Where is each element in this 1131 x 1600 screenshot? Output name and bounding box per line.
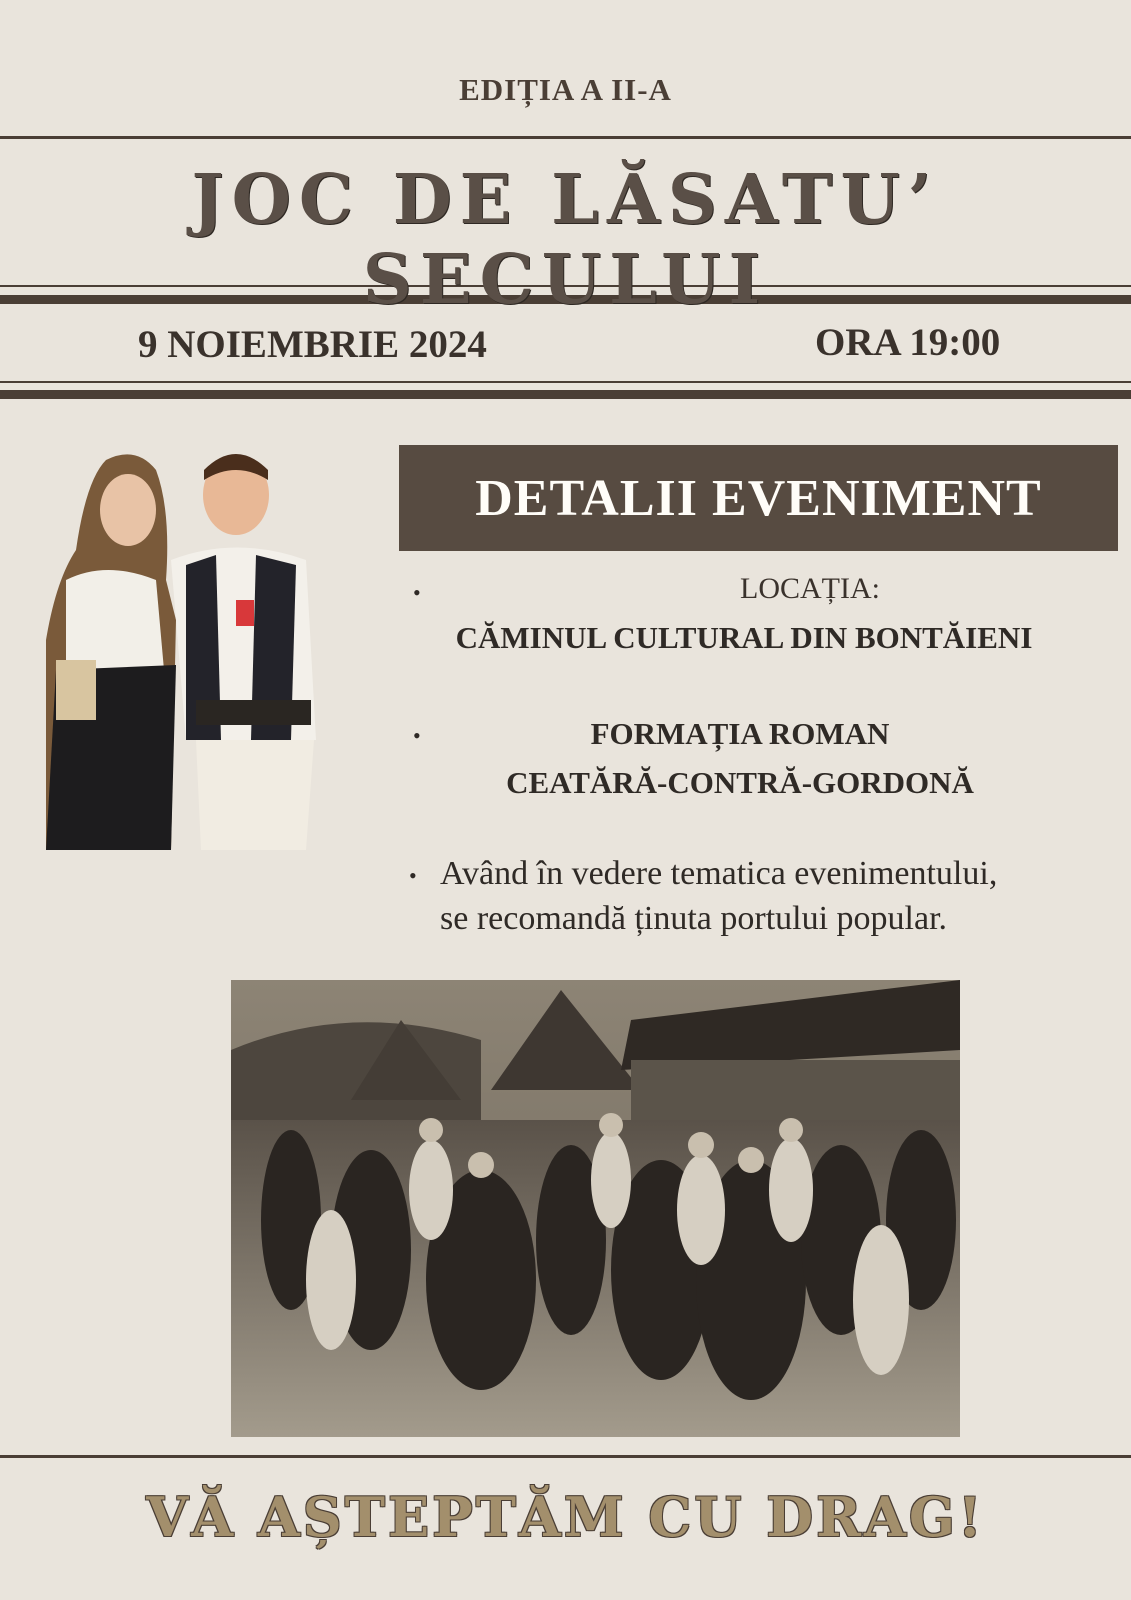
bullet-icon: •	[413, 580, 421, 605]
details-heading: DETALII EVENIMENT	[399, 445, 1118, 551]
bullet-icon: •	[409, 863, 417, 888]
dance-photo	[231, 980, 960, 1437]
dress-note-line2: se recomandă ținuta portului popular.	[440, 900, 948, 937]
band-instruments: CEATĂRĂ-CONTRĂ-GORDONĂ	[506, 765, 974, 800]
page-title: JOC DE LĂSATU’ SECULUI	[191, 160, 940, 320]
footer-message: VĂ AȘTEPTĂM CU DRAG!	[146, 1485, 985, 1549]
couple-photo	[46, 440, 336, 850]
top-rule	[0, 136, 1131, 139]
band-name: FORMAȚIA ROMAN	[590, 716, 890, 751]
edition-label: EDIȚIA A II-A	[459, 72, 672, 107]
location-label: LOCAȚIA:	[740, 572, 880, 605]
date-rule-thick	[0, 390, 1131, 399]
location-value: CĂMINUL CULTURAL DIN BONTĂIENI	[455, 620, 1033, 655]
date-rule-thin	[0, 381, 1131, 383]
event-date: 9 NOIEMBRIE 2024	[138, 323, 487, 366]
bullet-icon: •	[413, 723, 421, 748]
footer-rule	[0, 1455, 1131, 1458]
dress-note-line1: Având în vedere tematica evenimentului,	[440, 855, 998, 892]
event-time: ORA 19:00	[815, 321, 1001, 364]
